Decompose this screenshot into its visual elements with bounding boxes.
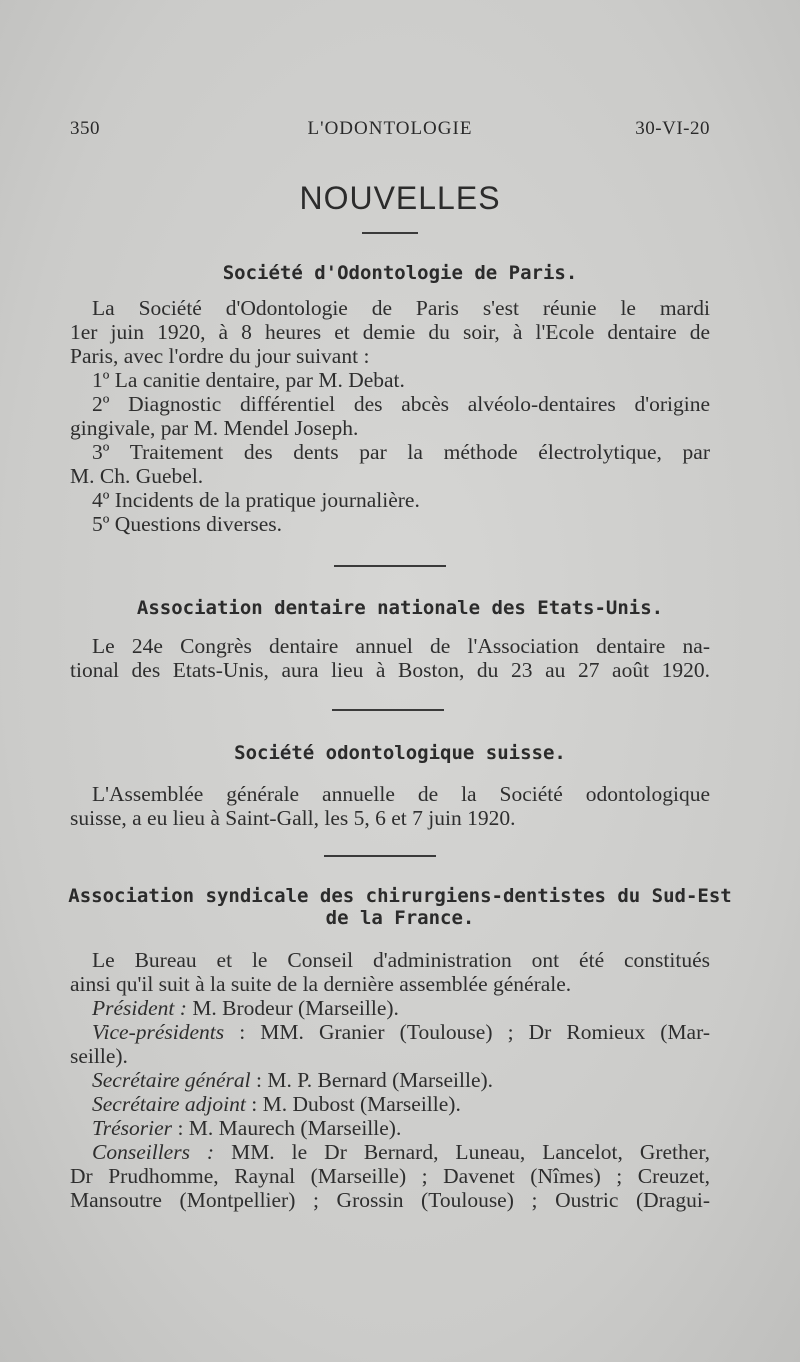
agenda-item: 1º La canitie dentaire, par M. Debat. [92,368,405,392]
section-body-association-etats-unis [70,634,710,682]
agenda-item: 3º Traitement des dents par la méthode électrolytique, par [92,440,710,464]
agenda-item-continued: gingivale, par M. Mendel Joseph. [70,416,359,440]
running-header [70,118,710,146]
section-body-societe-paris [70,296,710,536]
paragraph-line: Le Bureau et le Conseil d'administration ont été constitués [92,948,710,972]
paragraph-line: L'Assemblée générale annuelle de la Société odontologique [92,782,710,806]
title-divider [362,232,418,234]
section-heading-association-syndicale-line2: de la France. [325,907,475,929]
paragraph-line: suisse, a eu lieu à Saint-Gall, les 5, 6 et 7 juin 1920. [70,806,516,830]
journal-title: L'ODONTOLOGIE [307,118,473,139]
role-holder: M. Brodeur (Marseille). [186,996,399,1020]
agenda-item: 2º Diagnostic différentiel des abcès alvéolo-dentaires d'origine [92,392,710,416]
section-heading-association-syndicale: Association syndicale des chirurgiens-dentistes du Sud-Est [68,885,732,907]
office-treasurer [70,1116,710,1140]
office-secretary-adjoint [70,1092,710,1116]
paragraph-line: tional des Etats-Unis, aura lieu à Boston, du 23 au 27 août 1920. [70,658,710,682]
section-divider [324,855,436,857]
office-secretary-general [70,1068,710,1092]
paragraph-line: ainsi qu'il suit à la suite de la dernière assemblée générale. [70,972,572,996]
role-holder: : MM. Granier (Toulouse) ; Dr Romieux (Mar- [224,1020,710,1044]
agenda-item: 5º Questions diverses. [92,512,282,536]
paragraph-line: Paris, avec l'ordre du jour suivant : [70,344,370,368]
office-counsellors [70,1140,710,1164]
role-holder: MM. le Dr Bernard, Luneau, Lancelot, Grether, [214,1140,710,1164]
role-holder: : M. Dubost (Marseille). [245,1092,461,1116]
role-holder-continued: Dr Prudhomme, Raynal (Marseille) ; Davenet (Nîmes) ; Creuzet, [70,1164,710,1188]
agenda-item: 4º Incidents de la pratique journalière. [92,488,420,512]
office-vice-presidents [70,1020,710,1044]
section-divider [332,709,444,711]
section-divider [334,565,446,567]
role-label: Conseillers : [92,1140,215,1164]
issue-date: 30-VI-20 [635,118,710,139]
agenda-item-continued: M. Ch. Guebel. [70,464,204,488]
role-holder: : M. Maurech (Marseille). [172,1116,402,1140]
paragraph-line: 1er juin 1920, à 8 heures et demie du soir, à l'Ecole dentaire de [70,320,710,344]
page-number: 350 [70,118,100,139]
paragraph-line: La Société d'Odontologie de Paris s'est réunie le mardi [92,296,710,320]
role-holder-continued: seille). [70,1044,128,1068]
section-heading-societe-suisse: Société odontologique suisse. [234,742,566,764]
role-label: Secrétaire général [92,1068,251,1092]
office-president [70,996,710,1020]
section-heading-association-etats-unis: Association dentaire nationale des Etats-Unis. [136,597,664,619]
paragraph-line: Le 24e Congrès dentaire annuel de l'Association dentaire na- [92,634,710,658]
role-label: Trésorier [92,1116,173,1140]
role-label: Vice-présidents [92,1020,225,1044]
role-holder-continued: Mansoutre (Montpellier) ; Grossin (Toulouse) ; Oustric (Dragui- [70,1188,710,1212]
role-holder: : M. P. Bernard (Marseille). [250,1068,494,1092]
page-title: NOUVELLES [299,180,501,216]
section-body-societe-suisse [70,782,710,830]
role-label: Secrétaire adjoint [92,1092,246,1116]
section-body-association-syndicale [70,948,710,1212]
role-label: Président : [92,996,187,1020]
section-heading-societe-paris: Société d'Odontologie de Paris. [222,262,578,284]
